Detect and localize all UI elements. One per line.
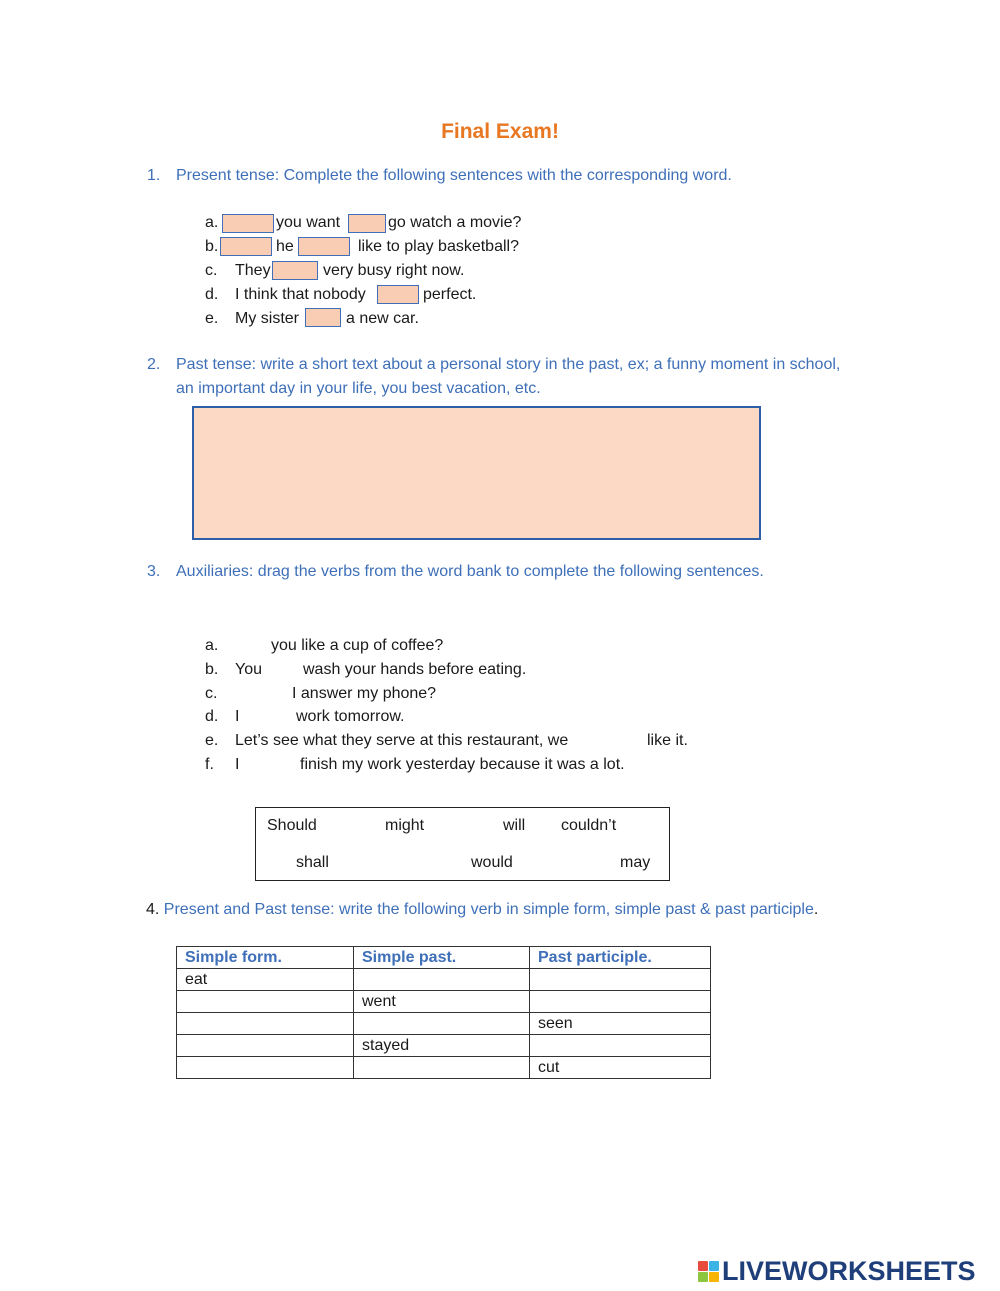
table-cell-input[interactable] (177, 1035, 354, 1057)
q1a-letter: a. (205, 214, 219, 231)
q1e-text-1: a new car. (346, 310, 419, 327)
table-cell-input[interactable] (354, 1057, 530, 1079)
word-bank-item-would[interactable]: would (471, 854, 513, 871)
q3a-text-1: you like a cup of coffee? (271, 637, 444, 654)
q3d-drop-zone[interactable] (244, 706, 294, 726)
q3f-text-0: I (235, 756, 240, 773)
q3e-drop-zone[interactable] (582, 730, 644, 750)
header-simple-past: Simple past. (354, 947, 530, 969)
table-row (177, 1013, 711, 1035)
header-past-participle: Past participle. (530, 947, 711, 969)
table-row (177, 991, 711, 1013)
q1d-text-1: perfect. (423, 286, 477, 303)
q3-prompt: Auxiliaries: drag the verbs from the word bank to complete the following sentences. (176, 563, 764, 580)
q3e-text-0: Let’s see what they serve at this restaurant, we (235, 732, 569, 749)
word-bank (255, 807, 670, 881)
word-bank-item-will[interactable]: will (503, 817, 526, 834)
q1a-text-1: you want (276, 214, 341, 231)
q1-prompt: Present tense: Complete the following sentences with the corresponding word. (176, 167, 732, 184)
table-cell-input[interactable] (177, 1057, 354, 1079)
q2-number: 2. (147, 356, 161, 373)
q3b-text-1: wash your hands before eating. (303, 661, 527, 678)
q2-prompt-line1: Past tense: write a short text about a personal story in the past, ex; a funny moment in school, (176, 356, 841, 373)
q4-number: 4. (146, 901, 160, 918)
q4-period: . (813, 901, 819, 918)
q1d-text-0: I think that nobody (235, 286, 366, 303)
q2-answer-textarea[interactable] (192, 406, 761, 540)
table-cell: cut (530, 1057, 711, 1079)
table-cell-input[interactable] (177, 1013, 354, 1035)
q3b-drop-zone[interactable] (265, 659, 301, 679)
table-cell-input[interactable] (530, 991, 711, 1013)
q1e-text-0: My sister (235, 310, 299, 327)
q3b-text-0: You (235, 661, 262, 678)
header-simple-form: Simple form. (177, 947, 354, 969)
q1e-blank[interactable] (305, 308, 341, 327)
page-title: Final Exam! (441, 120, 559, 143)
word-bank-item-may[interactable]: may (620, 854, 651, 871)
table-cell-input[interactable] (530, 969, 711, 991)
q3a-drop-zone[interactable] (234, 635, 268, 655)
q1b-blank-2[interactable] (298, 237, 350, 256)
q3f-text-1: finish my work yesterday because it was a lot. (300, 756, 625, 773)
table-cell-input[interactable] (354, 1013, 530, 1035)
liveworksheets-logo (698, 1256, 976, 1286)
q3f-letter: f. (205, 756, 214, 773)
q1b-letter: b. (205, 238, 219, 255)
q1c-text-1: very busy right now. (323, 262, 465, 279)
q1d-blank[interactable] (377, 285, 419, 304)
q1b-text-2: like to play basketball? (358, 238, 519, 255)
q3e-letter: e. (205, 732, 219, 749)
q1a-blank-1[interactable] (222, 214, 274, 233)
table-cell: went (354, 991, 530, 1013)
q1d-letter: d. (205, 286, 219, 303)
table-row (177, 969, 711, 991)
verb-table (176, 946, 711, 1079)
q4-prompt-line (146, 901, 818, 919)
table-header-row (177, 947, 711, 969)
table-row (177, 1057, 711, 1079)
table-cell: seen (530, 1013, 711, 1035)
q1b-text-1: he (276, 238, 294, 255)
q1-number: 1. (147, 167, 161, 184)
q1e-letter: e. (205, 310, 219, 327)
q2-prompt-line2: an important day in your life, you best vacation, etc. (176, 380, 541, 397)
q1a-blank-2[interactable] (348, 214, 386, 233)
word-bank-item-might[interactable]: might (385, 817, 425, 834)
q3c-text-1: I answer my phone? (292, 685, 437, 702)
q3f-drop-zone[interactable] (244, 754, 298, 774)
q3d-text-1: work tomorrow. (296, 708, 405, 725)
table-cell-input[interactable] (177, 991, 354, 1013)
q1b-blank-1[interactable] (220, 237, 272, 256)
q3d-text-0: I (235, 708, 240, 725)
table-cell-input[interactable] (354, 969, 530, 991)
q3c-drop-zone[interactable] (234, 683, 288, 703)
q1a-text-2: go watch a movie? (388, 214, 522, 231)
q1c-text-0: They (235, 262, 271, 279)
table-row (177, 1035, 711, 1057)
q1c-blank[interactable] (272, 261, 318, 280)
table-cell-input[interactable] (530, 1035, 711, 1057)
q4-prompt: Present and Past tense: write the following verb in simple form, simple past & past participle (163, 901, 814, 918)
q3d-letter: d. (205, 708, 219, 725)
q3c-letter: c. (205, 685, 218, 702)
word-bank-item-shall[interactable]: shall (296, 854, 329, 871)
q3-number: 3. (147, 563, 161, 580)
q3e-text-1: like it. (647, 732, 688, 749)
q3b-letter: b. (205, 661, 219, 678)
logo-text: LIVEWORKSHEETS (722, 1255, 976, 1286)
table-cell: eat (177, 969, 354, 991)
table-cell: stayed (354, 1035, 530, 1057)
logo-mark-icon (698, 1261, 719, 1282)
q3a-letter: a. (205, 637, 219, 654)
word-bank-item-should[interactable]: Should (267, 817, 317, 834)
q1c-letter: c. (205, 262, 218, 279)
word-bank-item-couldnt[interactable]: couldn’t (561, 817, 617, 834)
